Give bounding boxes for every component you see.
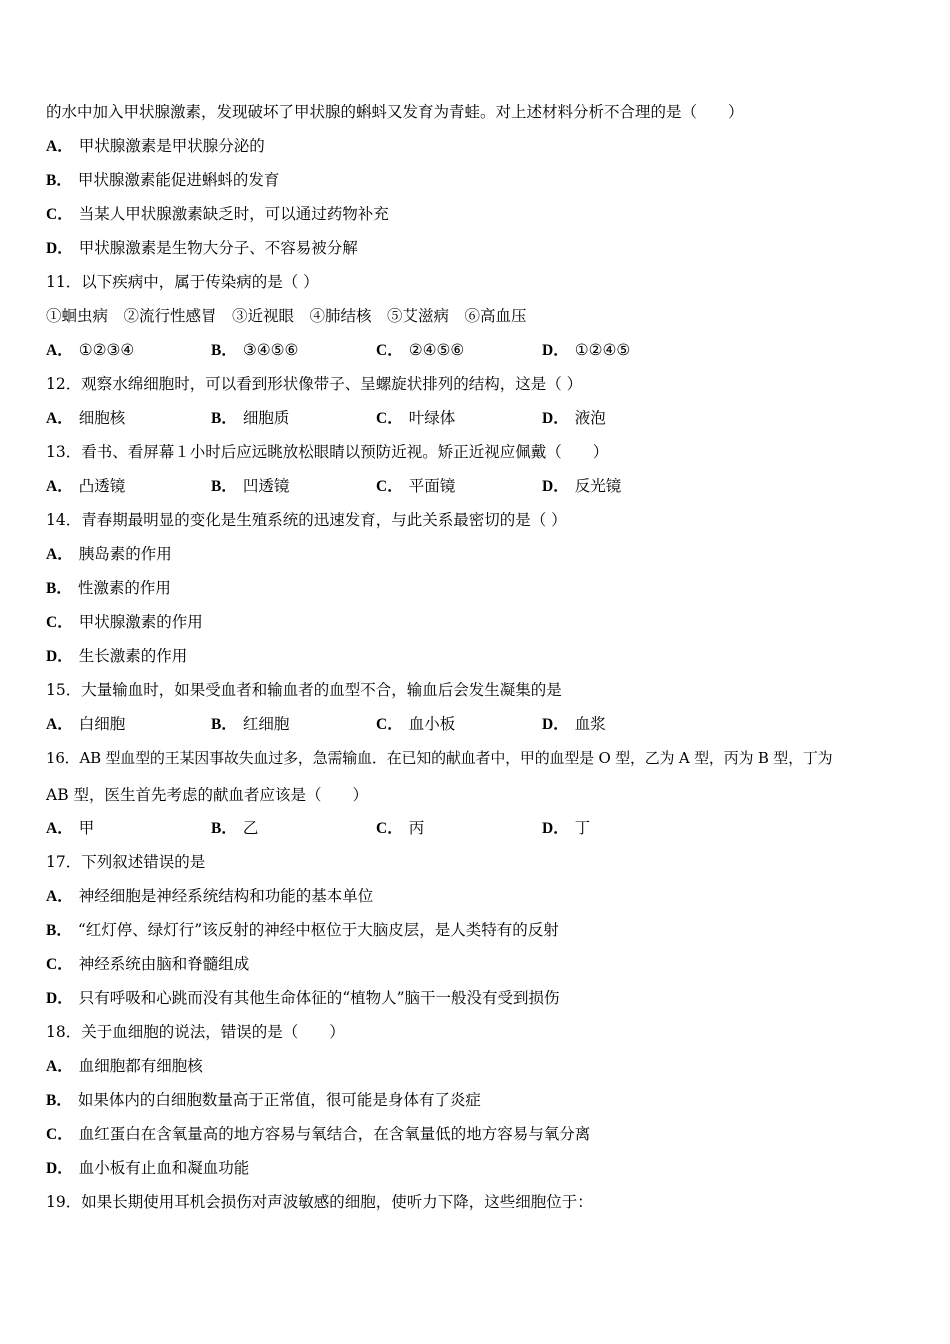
option-label: D． — [542, 478, 569, 495]
option-text: 血浆 — [574, 715, 606, 733]
option-label: A． — [46, 546, 73, 563]
q16-option-a — [46, 818, 94, 839]
option-label: A． — [46, 342, 73, 359]
q11-option-c — [376, 340, 464, 361]
option-label: B． — [46, 580, 72, 597]
question-15-stem: 15．大量输血时，如果受血者和输血者的血型不合，输血后会发生凝集的是 — [46, 681, 562, 699]
option-text: 生长激素的作用 — [78, 647, 188, 665]
option-text: ③④⑤⑥ — [242, 341, 299, 359]
option-label: A． — [46, 478, 73, 495]
q17-option-a — [46, 886, 373, 907]
q12-option-a — [46, 408, 125, 429]
option-text: 反光镜 — [574, 477, 622, 495]
q18-option-d — [46, 1158, 249, 1179]
option-text: 平面镜 — [408, 477, 456, 495]
option-text: 甲状腺激素是甲状腺分泌的 — [78, 137, 265, 155]
option-text: 血小板 — [408, 715, 456, 733]
option-label: D． — [46, 990, 73, 1007]
option-text: ①②③④ — [78, 341, 135, 359]
option-label: A． — [46, 888, 73, 905]
q14-option-a — [46, 544, 172, 565]
option-text: 红细胞 — [242, 715, 290, 733]
option-label: A． — [46, 716, 73, 733]
option-text: 如果体内的白细胞数量高于正常值，很可能是身体有了炎症 — [77, 1091, 481, 1109]
option-text: 甲状腺激素能促进蝌蚪的发育 — [77, 171, 280, 189]
q10-option-b — [46, 170, 279, 191]
question-17-stem: 17．下列叙述错误的是 — [46, 853, 206, 871]
question-12-stem: 12．观察水绵细胞时，可以看到形状像带子、呈螺旋状排列的结构，这是（ ） — [46, 375, 583, 393]
option-text: 胰岛素的作用 — [78, 545, 172, 563]
q10-option-c — [46, 204, 389, 225]
question-19-stem: 19．如果长期使用耳机会损伤对声波敏感的细胞，使听力下降，这些细胞位于： — [46, 1193, 593, 1211]
option-label: B． — [211, 820, 237, 837]
option-label: D． — [542, 716, 569, 733]
option-text: 性激素的作用 — [77, 579, 171, 597]
option-label: B． — [211, 716, 237, 733]
option-label: C． — [376, 716, 403, 733]
option-label: B． — [46, 1092, 72, 1109]
q13-options-row — [46, 476, 906, 496]
option-label: C． — [376, 478, 403, 495]
question-13-stem: 13．看书、看屏幕１小时后应远眺放松眼睛以预防近视。矫正近视应佩戴（ ） — [46, 443, 609, 461]
q16-option-c — [376, 818, 424, 839]
q12-option-b — [211, 408, 289, 429]
option-text: 神经细胞是神经系统结构和功能的基本单位 — [78, 887, 374, 905]
q15-option-a — [46, 714, 125, 735]
question-10-stem-tail: 的水中加入甲状腺激素，发现破坏了甲状腺的蝌蚪又发育为青蛙。对上述材料分析不合理的是（ ） — [46, 103, 744, 121]
q10-option-d — [46, 238, 358, 259]
q15-option-d — [542, 714, 606, 735]
option-label: D． — [46, 240, 73, 257]
option-text: 液泡 — [574, 409, 606, 427]
option-label: B． — [211, 410, 237, 427]
option-text: 只有呼吸和心跳而没有其他生命体征的“植物人”脑干一般没有受到损伤 — [78, 989, 560, 1007]
option-text: ②④⑤⑥ — [408, 341, 465, 359]
option-text: 丙 — [408, 819, 425, 837]
question-11-stem: 11．以下疾病中，属于传染病的是（ ） — [46, 273, 319, 291]
option-label: A． — [46, 138, 73, 155]
q11-options-row — [46, 340, 906, 360]
q13-option-d — [542, 476, 621, 497]
option-text: 甲状腺激素是生物大分子、不容易被分解 — [78, 239, 358, 257]
q18-option-b — [46, 1090, 481, 1111]
question-11-disease-list: ①蛔虫病 ②流行性感冒 ③近视眼 ④肺结核 ⑤艾滋病 ⑥高血压 — [46, 307, 527, 325]
option-text: 白细胞 — [78, 715, 126, 733]
option-text: 丁 — [574, 819, 591, 837]
option-text: 血小板有止血和凝血功能 — [78, 1159, 250, 1177]
option-text: 甲状腺激素的作用 — [78, 613, 203, 631]
option-text: 凹透镜 — [242, 477, 290, 495]
q18-option-a — [46, 1056, 203, 1077]
q11-option-a — [46, 340, 134, 361]
option-text: 细胞核 — [78, 409, 126, 427]
option-label: A． — [46, 410, 73, 427]
option-text: 甲 — [78, 819, 95, 837]
q15-options-row — [46, 714, 906, 734]
option-text: 叶绿体 — [408, 409, 456, 427]
question-16-stem-line2: AB 型，医生首先考虑的献血者应该是（ ） — [46, 786, 369, 804]
option-label: C． — [46, 956, 73, 973]
q16-option-d — [542, 818, 590, 839]
q14-option-d — [46, 646, 187, 667]
option-label: C． — [376, 820, 403, 837]
option-label: C． — [376, 342, 403, 359]
q16-options-row — [46, 818, 906, 838]
q13-option-a — [46, 476, 125, 497]
option-label: A． — [46, 1058, 73, 1075]
option-text: 凸透镜 — [78, 477, 126, 495]
option-label: C． — [46, 614, 73, 631]
question-16-stem-line1: 16．AB 型血型的王某因事故失血过多，急需输血．在已知的献血者中，甲的血型是 O 型，乙为 A 型，丙为 B 型，丁为 — [46, 749, 833, 767]
q14-option-b — [46, 578, 171, 599]
option-text: 细胞质 — [242, 409, 290, 427]
option-label: C． — [46, 206, 73, 223]
option-label: D． — [46, 648, 73, 665]
option-label: D． — [542, 342, 569, 359]
q17-option-d — [46, 988, 560, 1009]
option-label: C． — [46, 1126, 73, 1143]
option-text: 神经系统由脑和脊髓组成 — [78, 955, 250, 973]
option-text: 血细胞都有细胞核 — [78, 1057, 203, 1075]
q11-option-b — [211, 340, 298, 361]
q15-option-b — [211, 714, 289, 735]
option-label: B． — [211, 478, 237, 495]
q18-option-c — [46, 1124, 590, 1145]
option-label: D． — [46, 1160, 73, 1177]
q12-option-d — [542, 408, 606, 429]
q14-option-c — [46, 612, 203, 633]
option-label: A． — [46, 820, 73, 837]
option-label: D． — [542, 820, 569, 837]
option-label: B． — [46, 172, 72, 189]
q12-options-row — [46, 408, 906, 428]
q16-option-b — [211, 818, 258, 839]
q17-option-c — [46, 954, 249, 975]
option-label: B． — [46, 922, 72, 939]
q12-option-c — [376, 408, 455, 429]
option-label: B． — [211, 342, 237, 359]
option-text: “红灯停、绿灯行”该反射的神经中枢位于大脑皮层，是人类特有的反射 — [77, 921, 559, 939]
option-label: D． — [542, 410, 569, 427]
q15-option-c — [376, 714, 455, 735]
q17-option-b — [46, 920, 559, 941]
q13-option-b — [211, 476, 289, 497]
question-14-stem: 14．青春期最明显的变化是生殖系统的迅速发育，与此关系最密切的是（ ） — [46, 511, 567, 529]
option-text: ①②④⑤ — [574, 341, 631, 359]
q11-option-d — [542, 340, 630, 361]
option-text: 当某人甲状腺激素缺乏时，可以通过药物补充 — [78, 205, 389, 223]
question-18-stem: 18．关于血细胞的说法，错误的是（ ） — [46, 1023, 345, 1041]
option-text: 乙 — [242, 819, 259, 837]
option-text: 血红蛋白在含氧量高的地方容易与氧结合，在含氧量低的地方容易与氧分离 — [78, 1125, 591, 1143]
option-label: C． — [376, 410, 403, 427]
q13-option-c — [376, 476, 455, 497]
q10-option-a — [46, 136, 265, 157]
